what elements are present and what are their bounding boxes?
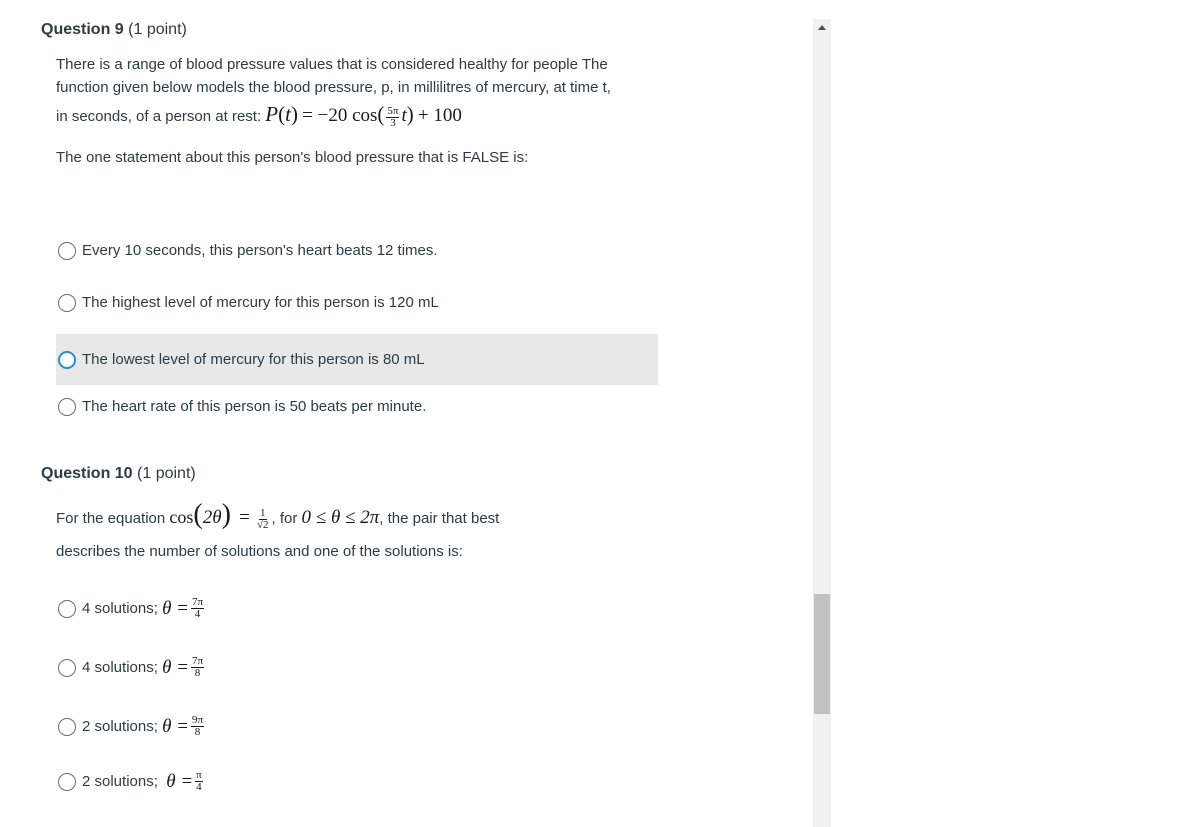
q9-option-3-label: The lowest level of mercury for this person is 80 mL [82, 351, 425, 368]
q10-suffix: , the pair that best [379, 510, 500, 527]
q10-rhs-den: √2 [256, 518, 269, 531]
q10-option-3-num: 9π [191, 714, 204, 726]
q10-option-1[interactable] [56, 583, 658, 634]
q10-rhs-fraction [256, 508, 270, 531]
q9-option-1-label: Every 10 seconds, this person's heart beats 12 times. [82, 242, 438, 259]
q9-option-3-radio[interactable] [58, 351, 76, 369]
eq-fraction-num: 5π [387, 104, 399, 117]
q10-option-2-text: 4 solutions; [82, 659, 158, 676]
q10-comma-for: , for [271, 510, 298, 527]
q10-option-4-radio[interactable] [58, 773, 76, 791]
q9-option-4-radio[interactable] [58, 398, 76, 416]
eq-t-left: t [285, 102, 291, 126]
vertical-scrollbar[interactable] [813, 19, 831, 827]
question-9-line-3-prefix: in seconds, of a person at rest: [56, 108, 262, 125]
q10-option-4-fraction [195, 770, 203, 793]
q10-option-2-num: 7π [191, 655, 204, 667]
eq-t-right: t [401, 105, 407, 126]
q10-option-3[interactable] [56, 701, 658, 752]
q10-option-1-fraction [191, 597, 204, 620]
question-9-prompt: The one statement about this person's blood pressure that is FALSE is: [56, 149, 529, 166]
q9-option-2-radio[interactable] [58, 294, 76, 312]
q10-domain: 0 ≤ θ ≤ 2π [301, 507, 380, 528]
q10-option-1-den: 4 [194, 608, 201, 620]
q9-option-2[interactable] [56, 277, 658, 328]
q10-option-4-var: θ = [166, 770, 194, 792]
q10-option-3-den: 8 [194, 726, 201, 738]
q10-option-4[interactable] [56, 756, 658, 807]
question-9-line-2: function given below models the blood pressure, p, in millilitres of mercury, at time t, [56, 79, 611, 96]
q9-option-3[interactable] [56, 334, 658, 385]
question-9-stem [56, 53, 666, 129]
q10-option-1-text: 4 solutions; [82, 600, 158, 617]
question-10-stem-line-1: For the equation cos(2θ) = $\frac{1}{√2}$ , for 0 ≤ θ ≤ 2π, the pair that best [56, 499, 500, 531]
q10-option-4-num: π [196, 769, 202, 781]
q9-option-4[interactable] [56, 381, 658, 432]
question-9-line-3: in seconds, of a person at rest: P(t) = −20 cos( $\frac{5\pi}{3}$ t) + 100 [56, 102, 462, 129]
eq-fraction [386, 106, 399, 129]
q10-option-1-num: 7π [191, 596, 204, 608]
q10-option-3-fraction [191, 715, 204, 738]
q10-option-2-den: 8 [194, 667, 201, 679]
q10-option-3-text: 2 solutions; [82, 718, 158, 735]
q10-equals: = [239, 507, 250, 528]
question-9-points: (1 point) [128, 21, 187, 38]
q9-option-4-label: The heart rate of this person is 50 beats per minute. [82, 398, 427, 415]
q10-cos: cos [169, 507, 194, 527]
q9-option-2-label: The highest level of mercury for this person is 120 mL [82, 294, 439, 311]
question-9-header [41, 21, 187, 39]
question-9-line-1: There is a range of blood pressure values that is considered healthy for people The [56, 56, 608, 73]
q10-option-2-fraction [191, 656, 204, 679]
question-10-title: Question 10 [41, 465, 133, 482]
blood-pressure-equation: P(t) [265, 102, 298, 126]
q10-option-2[interactable] [56, 642, 658, 693]
q9-option-1[interactable] [56, 225, 658, 276]
scroll-up-arrow-icon[interactable] [818, 25, 826, 30]
q10-option-2-radio[interactable] [58, 659, 76, 677]
question-10-header [41, 465, 196, 483]
question-10-points: (1 point) [137, 465, 196, 482]
q10-option-1-var: θ = [162, 597, 189, 619]
scrollbar-thumb[interactable] [814, 594, 830, 714]
question-10-stem-line-2: describes the number of solutions and one of the solutions is: [56, 543, 463, 560]
eq-rhs-a: = −20 cos [302, 105, 378, 126]
question-9-title: Question 9 [41, 21, 124, 38]
eq-P: P [265, 102, 279, 126]
q9-option-1-radio[interactable] [58, 242, 76, 260]
q10-option-2-var: θ = [162, 656, 189, 678]
eq-fraction-den: 3 [390, 116, 396, 129]
q10-prefix: For the equation [56, 510, 166, 527]
q10-option-3-radio[interactable] [58, 718, 76, 736]
q10-option-4-den: 4 [196, 781, 202, 793]
q10-arg: 2θ [202, 507, 222, 528]
q10-option-3-var: θ = [162, 715, 189, 737]
q10-option-4-text: 2 solutions; [82, 773, 158, 790]
q10-rhs-num: 1 [260, 506, 266, 519]
eq-rhs-b: + 100 [417, 105, 462, 126]
q10-option-1-radio[interactable] [58, 600, 76, 618]
